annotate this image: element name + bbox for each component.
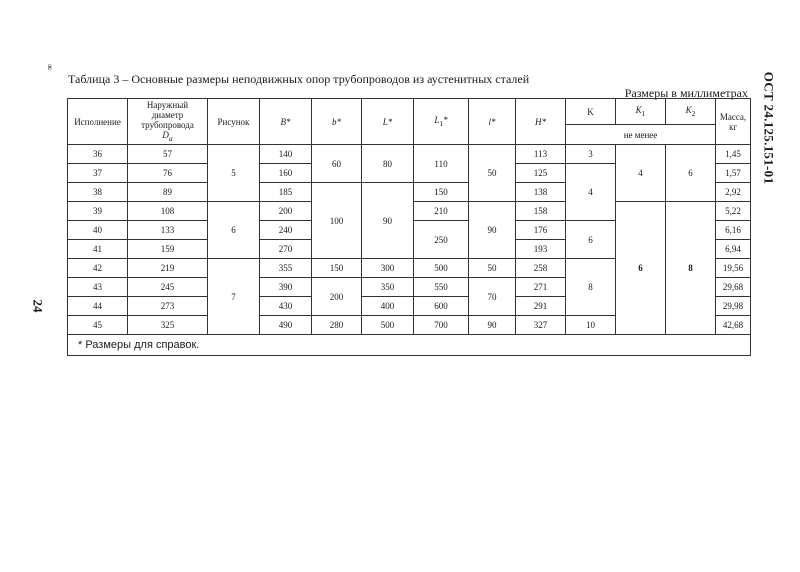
cell-diameter: 108 xyxy=(128,202,208,221)
header-diameter-line1: Наружный xyxy=(146,99,189,110)
header-K2 xyxy=(666,99,716,125)
cell-B: 160 xyxy=(260,164,312,183)
cell-H: 271 xyxy=(516,278,566,297)
cell-ispolnenie: 40 xyxy=(68,221,128,240)
cell-L1: 250 xyxy=(414,221,469,259)
header-diameter xyxy=(128,99,208,145)
cell-K: 3 xyxy=(566,145,616,164)
units-note: Размеры в миллиметрах xyxy=(624,86,748,100)
page-number: 24 xyxy=(30,299,46,313)
cell-diameter: 159 xyxy=(128,240,208,259)
cell-L: 350 xyxy=(362,278,414,297)
cell-l: 90 xyxy=(469,316,516,335)
cell-diameter: 133 xyxy=(128,221,208,240)
cell-ispolnenie: 36 xyxy=(68,145,128,164)
cell-l: 70 xyxy=(469,278,516,316)
header-K1 xyxy=(616,99,666,125)
cell-H: 193 xyxy=(516,240,566,259)
cell-B: 390 xyxy=(260,278,312,297)
header-K1-subscript: 1 xyxy=(641,108,646,118)
cell-diameter: 89 xyxy=(128,183,208,202)
header-L1 xyxy=(414,99,469,145)
cell-L1: 550 xyxy=(414,278,469,297)
cell-l: 50 xyxy=(469,145,516,202)
cell-massa: 42,68 xyxy=(716,316,751,335)
cell-K: 6 xyxy=(566,221,616,259)
header-K1-text: K xyxy=(635,104,642,115)
cell-H: 176 xyxy=(516,221,566,240)
header-diameter-symbol: D xyxy=(162,129,169,140)
cell-figure: 7 xyxy=(208,259,260,335)
cell-H: 138 xyxy=(516,183,566,202)
cell-figure: 5 xyxy=(208,145,260,202)
cell-b: 150 xyxy=(312,259,362,278)
cell-massa: 6,16 xyxy=(716,221,751,240)
header-L xyxy=(362,99,414,145)
cell-L: 400 xyxy=(362,297,414,316)
cell-K1: 4 xyxy=(616,145,666,202)
cell-L1: 210 xyxy=(414,202,469,221)
cell-b: 280 xyxy=(312,316,362,335)
header-B xyxy=(260,99,312,145)
cell-massa: 2,92 xyxy=(716,183,751,202)
cell-H: 158 xyxy=(516,202,566,221)
cell-B: 430 xyxy=(260,297,312,316)
header-risunok: Рисунок xyxy=(208,99,260,145)
document-code: ОСТ 24.125.151-01 xyxy=(761,71,777,185)
cell-l: 90 xyxy=(469,202,516,259)
cell-L: 90 xyxy=(362,183,414,259)
cell-ispolnenie: 37 xyxy=(68,164,128,183)
cell-b: 100 xyxy=(312,183,362,259)
cell-L1: 150 xyxy=(414,183,469,202)
header-K2-text: K xyxy=(685,104,692,115)
cell-b: 200 xyxy=(312,278,362,316)
cell-ispolnenie: 39 xyxy=(68,202,128,221)
cell-L1: 700 xyxy=(414,316,469,335)
cell-L1: 600 xyxy=(414,297,469,316)
header-l-text: l* xyxy=(488,116,496,127)
cell-diameter: 245 xyxy=(128,278,208,297)
cell-B: 200 xyxy=(260,202,312,221)
cell-diameter: 57 xyxy=(128,145,208,164)
cell-L: 500 xyxy=(362,316,414,335)
header-K: K xyxy=(566,99,616,125)
header-b xyxy=(312,99,362,145)
cell-diameter: 325 xyxy=(128,316,208,335)
cell-K: 10 xyxy=(566,316,616,335)
cell-ispolnenie: 38 xyxy=(68,183,128,202)
header-L1-star: * xyxy=(443,114,448,125)
footnote: * Размеры для справок. xyxy=(68,335,751,356)
cell-diameter: 273 xyxy=(128,297,208,316)
cell-ispolnenie: 42 xyxy=(68,259,128,278)
cell-H: 291 xyxy=(516,297,566,316)
cell-H: 258 xyxy=(516,259,566,278)
header-b-text: b* xyxy=(332,116,341,127)
cell-L: 80 xyxy=(362,145,414,183)
cell-diameter: 219 xyxy=(128,259,208,278)
header-H-text: H* xyxy=(535,116,546,127)
cell-massa: 1,57 xyxy=(716,164,751,183)
cell-massa: 5,22 xyxy=(716,202,751,221)
cell-figure: 6 xyxy=(208,202,260,259)
header-L1-text: L xyxy=(434,114,440,125)
cell-massa: 1,45 xyxy=(716,145,751,164)
cell-K1: 6 xyxy=(616,202,666,335)
header-B-text: B* xyxy=(280,116,291,127)
header-diameter-line3: трубопровода xyxy=(141,119,194,130)
cell-L: 300 xyxy=(362,259,414,278)
cell-L1: 500 xyxy=(414,259,469,278)
header-diameter-line2: диаметр xyxy=(151,109,184,120)
table-title: Таблица 3 – Основные размеры неподвижных опор трубопроводов из аустенитных сталей xyxy=(68,72,530,86)
cell-massa: 29,98 xyxy=(716,297,751,316)
cell-K2: 6 xyxy=(666,145,716,202)
cell-ispolnenie: 45 xyxy=(68,316,128,335)
cell-l: 50 xyxy=(469,259,516,278)
cell-B: 270 xyxy=(260,240,312,259)
cell-B: 355 xyxy=(260,259,312,278)
cell-ispolnenie: 41 xyxy=(68,240,128,259)
cell-B: 490 xyxy=(260,316,312,335)
header-ne-menee: не менее xyxy=(566,125,716,145)
cell-B: 185 xyxy=(260,183,312,202)
cell-K2: 8 xyxy=(666,202,716,335)
cell-ispolnenie: 44 xyxy=(68,297,128,316)
header-diameter-subscript: a xyxy=(168,133,173,143)
header-l xyxy=(469,99,516,145)
cell-H: 125 xyxy=(516,164,566,183)
header-L-text: L* xyxy=(382,116,393,127)
header-L1-subscript: 1 xyxy=(439,118,444,128)
cell-H: 327 xyxy=(516,316,566,335)
cell-massa: 29,68 xyxy=(716,278,751,297)
cell-L1: 110 xyxy=(414,145,469,183)
cell-massa: 6,94 xyxy=(716,240,751,259)
cell-b: 60 xyxy=(312,145,362,183)
cell-B: 140 xyxy=(260,145,312,164)
cell-B: 240 xyxy=(260,221,312,240)
header-K2-subscript: 2 xyxy=(691,108,696,118)
cell-diameter: 76 xyxy=(128,164,208,183)
table-row xyxy=(68,145,751,164)
cell-H: 113 xyxy=(516,145,566,164)
cell-ispolnenie: 43 xyxy=(68,278,128,297)
dimensions-table xyxy=(67,98,751,356)
corner-mark: ∞ xyxy=(45,63,56,71)
header-massa: Масса, кг xyxy=(716,99,751,145)
cell-massa: 19,56 xyxy=(716,259,751,278)
header-ispolnenie: Исполнение xyxy=(68,99,128,145)
header-H xyxy=(516,99,566,145)
footnote-row xyxy=(68,335,751,356)
header-row xyxy=(68,99,751,125)
cell-K: 4 xyxy=(566,164,616,221)
cell-K: 8 xyxy=(566,259,616,316)
